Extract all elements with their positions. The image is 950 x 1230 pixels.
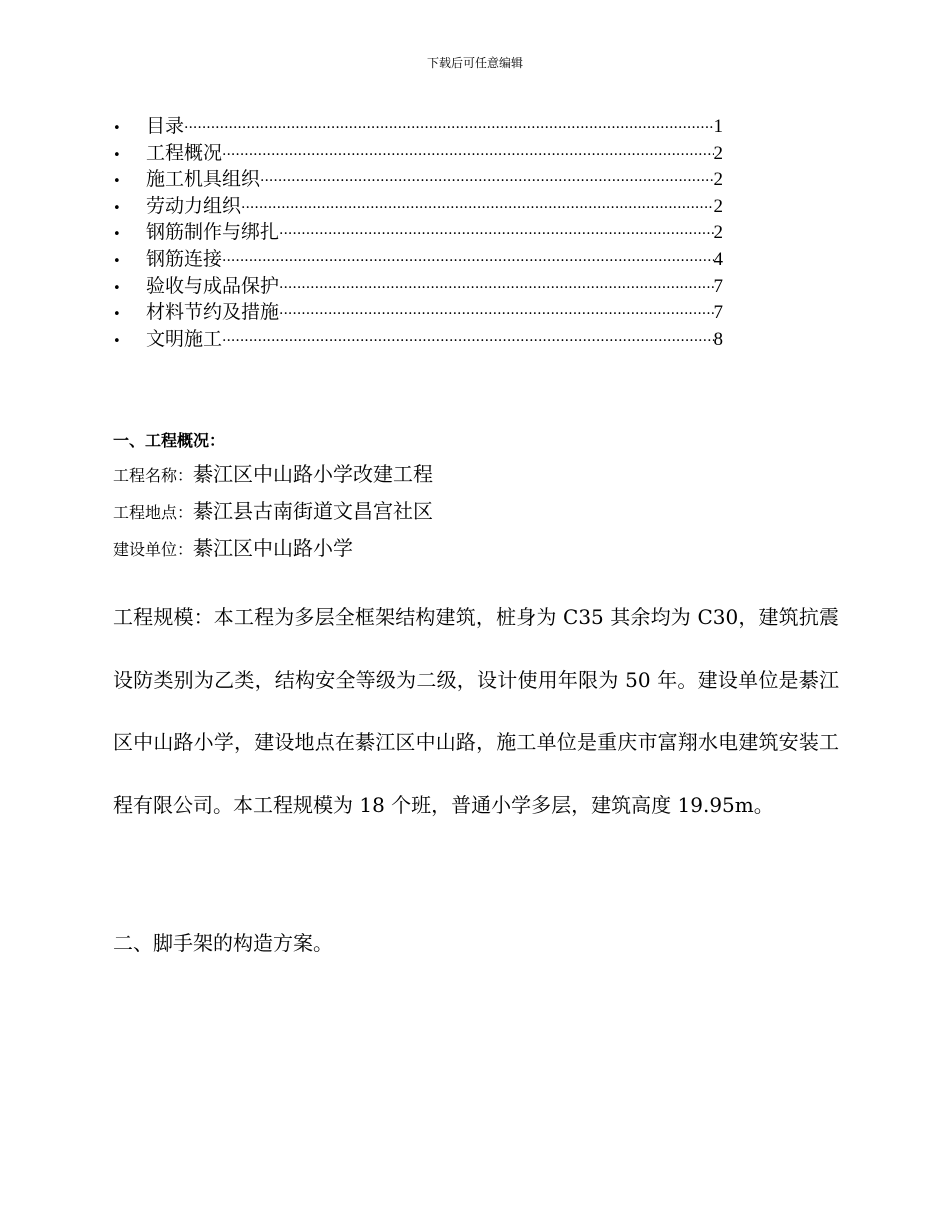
toc-item-title: 文明施工 — [146, 327, 223, 350]
toc-leader-dots — [222, 142, 713, 169]
header-note: 下载后可任意编辑 — [426, 56, 523, 70]
table-of-contents — [113, 113, 723, 352]
toc-leader-dots — [260, 168, 713, 195]
toc-item-page: 2 — [713, 195, 723, 217]
toc-item-contents[interactable] — [113, 113, 723, 140]
toc-item-page: 2 — [713, 222, 723, 244]
toc-leader-dots — [222, 248, 713, 275]
toc-item-title: 劳动力组织 — [146, 194, 242, 217]
builder-row — [113, 532, 353, 561]
section-1-heading: 一、工程概况： — [113, 431, 226, 450]
toc-item-material-saving[interactable] — [113, 299, 723, 326]
project-name-label: 工程名称： — [113, 466, 194, 485]
toc-item-page: 1 — [713, 116, 723, 137]
project-scale-paragraph: 工程规模：本工程为多层全框架结构建筑，桩身为 C35 其余均为 C30，建筑抗震设防类别为乙类，结构安全等级为二级，设计使用年限为 50 年。建设单位是綦江区中山路小学，建设地点在綦江区中山路，施工单位是重庆市富翔水电建筑安装工程有限公司。本工程规模为 18 个班，普通小学多层，建筑高度 19.95m。 — [113, 605, 839, 817]
toc-item-acceptance[interactable] — [113, 273, 723, 300]
bullet-icon: • — [113, 147, 121, 163]
toc-leader-dots — [184, 115, 713, 142]
toc-item-page: 4 — [713, 248, 723, 270]
bullet-icon: • — [113, 280, 121, 296]
toc-leader-dots — [279, 301, 713, 328]
section-2-heading: 二、脚手架的构造方案。 — [113, 931, 333, 955]
toc-item-rebar-connection[interactable] — [113, 246, 723, 273]
project-location-row — [113, 495, 433, 524]
toc-item-page: 2 — [713, 169, 723, 191]
bullet-icon: • — [113, 307, 121, 323]
toc-leader-dots — [279, 275, 713, 302]
toc-item-overview[interactable] — [113, 140, 723, 167]
toc-item-title: 验收与成品保护 — [146, 274, 280, 297]
builder-label: 建设单位： — [113, 540, 194, 559]
toc-item-civilized-construction[interactable] — [113, 326, 723, 353]
bullet-icon: • — [113, 333, 121, 349]
toc-leader-dots — [241, 195, 713, 222]
toc-item-title: 施工机具组织 — [146, 168, 261, 191]
bullet-icon: • — [113, 174, 121, 190]
builder-value: 綦江区中山路小学 — [193, 536, 354, 560]
toc-leader-dots — [222, 328, 713, 355]
project-location-label: 工程地点： — [113, 503, 194, 522]
bullet-icon: • — [113, 121, 121, 136]
toc-item-page: 2 — [713, 142, 723, 164]
toc-item-page: 7 — [713, 302, 723, 324]
toc-item-title: 材料节约及措施 — [146, 301, 280, 324]
toc-item-page: 8 — [713, 328, 723, 350]
toc-item-labor[interactable] — [113, 193, 723, 220]
bullet-icon: • — [113, 200, 121, 216]
toc-item-title: 工程概况 — [146, 141, 223, 164]
project-name-row — [113, 458, 433, 487]
toc-item-title: 钢筋连接 — [146, 247, 223, 270]
bullet-icon: • — [113, 253, 121, 269]
project-name-value: 綦江区中山路小学改建工程 — [193, 462, 434, 486]
toc-item-rebar-fabrication[interactable] — [113, 219, 723, 246]
bullet-icon: • — [113, 227, 121, 243]
project-location-value: 綦江县古南街道文昌宫社区 — [193, 499, 434, 523]
toc-leader-dots — [279, 221, 713, 248]
toc-item-title: 目录 — [146, 115, 185, 137]
toc-item-page: 7 — [713, 275, 723, 297]
toc-item-title: 钢筋制作与绑扎 — [146, 221, 280, 244]
toc-item-machinery[interactable] — [113, 166, 723, 193]
